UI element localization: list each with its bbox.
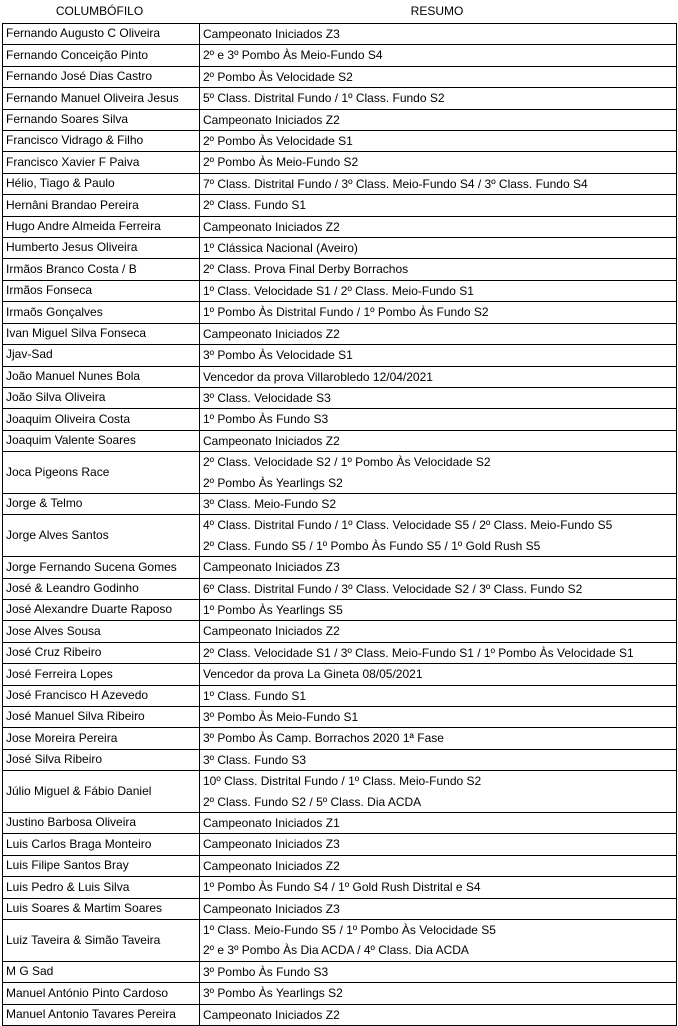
resumo-cell: [200, 771, 677, 813]
columbofilo-cell: João Manuel Nunes Bola: [3, 366, 200, 387]
columbofilo-cell: José Alexandre Duarte Raposo: [3, 599, 200, 620]
resumo-line: 3º Class. Fundo S3: [203, 752, 307, 767]
resumo-cell: [200, 152, 677, 173]
table-row: [3, 366, 677, 387]
table-row: [3, 45, 677, 66]
table-row: [3, 515, 677, 557]
resumo-cell: [200, 323, 677, 344]
resumo-line: Campeonato Iniciados Z1: [203, 816, 340, 831]
table-row: [3, 24, 677, 45]
resumo-line: 2º Class. Velocidade S2 / 1º Pombo Às Velocidade S2: [203, 455, 491, 470]
columbofilo-cell: Fernando Augusto C Oliveira: [3, 24, 200, 45]
resumo-line: Campeonato Iniciados Z2: [203, 858, 340, 873]
columbofilo-cell: Luis Filipe Santos Bray: [3, 855, 200, 876]
columbofilo-cell: Jorge Alves Santos: [3, 515, 200, 557]
columbofilo-cell: Hugo Andre Almeida Ferreira: [3, 216, 200, 237]
columbofilo-cell: Jose Moreira Pereira: [3, 728, 200, 749]
resumo-line: 1º Class. Meio-Fundo S5 / 1º Pombo Às Velocidade S5: [203, 923, 496, 938]
resumo-cell: [200, 877, 677, 898]
table-row: [3, 834, 677, 855]
table-row: [3, 173, 677, 194]
columbofilo-cell: Joaquim Valente Soares: [3, 430, 200, 451]
table-row: [3, 323, 677, 344]
resumo-cell: [200, 578, 677, 599]
table-row: [3, 387, 677, 408]
resumo-line: Campeonato Iniciados Z3: [203, 27, 340, 41]
table-row: [3, 493, 677, 514]
resumo-cell: [200, 302, 677, 323]
resumo-cell: [200, 45, 677, 66]
resumo-cell: [200, 707, 677, 728]
table-row: [3, 621, 677, 642]
table-row: [3, 920, 677, 962]
resumo-line: 1º Pombo Às Distrital Fundo / 1º Pombo Às Fundo S2: [203, 305, 489, 320]
table-row: [3, 430, 677, 451]
columbofilo-cell: Hélio, Tiago & Paulo: [3, 173, 200, 194]
resumo-line: 1º Class. Fundo S1: [203, 688, 307, 703]
columbofilo-cell: Irmaõs Gonçalves: [3, 302, 200, 323]
resumo-line: 4º Class. Distrital Fundo / 1º Class. Velocidade S5 / 2º Class. Meio-Fundo S5: [203, 518, 613, 533]
results-sheet: [2, 2, 677, 1026]
columbofilo-cell: Fernando Manuel Oliveira Jesus: [3, 88, 200, 109]
resumo-cell: [200, 195, 677, 216]
table-row: [3, 707, 677, 728]
table-row: [3, 813, 677, 834]
table-row: [3, 877, 677, 898]
table-row: [3, 152, 677, 173]
resumo-cell: [200, 599, 677, 620]
resumo-line: 2º Pombo Às Meio-Fundo S2: [203, 155, 359, 170]
columbofilo-cell: José Cruz Ribeiro: [3, 642, 200, 663]
resumo-line: Campeonato Iniciados Z3: [203, 560, 340, 575]
resumo-cell: [200, 387, 677, 408]
table-row: [3, 409, 677, 430]
table-row: [3, 961, 677, 982]
resumo-cell: [200, 813, 677, 834]
resumo-line: 2º Class. Fundo S1: [203, 198, 307, 213]
resumo-cell: [200, 515, 677, 557]
columbofilo-cell: Irmãos Branco Costa / B: [3, 259, 200, 280]
resumo-cell: [200, 1004, 677, 1025]
resumo-cell: [200, 409, 677, 430]
table-header: [2, 2, 677, 23]
resumo-cell: [200, 749, 677, 770]
columbofilo-cell: José & Leandro Godinho: [3, 578, 200, 599]
resumo-cell: [200, 728, 677, 749]
columbofilo-cell: José Francisco H Azevedo: [3, 685, 200, 706]
resumo-line: 1º Class. Velocidade S1 / 2º Class. Meio-Fundo S1: [203, 283, 474, 298]
resumo-line: 2º Class. Velocidade S1 / 3º Class. Meio-Fundo S1 / 1º Pombo Às Velocidade S1: [203, 645, 634, 660]
resumo-line: 1º Pombo Às Yearlings S5: [203, 602, 343, 617]
resumo-cell: [200, 664, 677, 685]
resumo-line: Campeonato Iniciados Z2: [203, 112, 340, 127]
resumo-line: 2º e 3º Pombo Às Dia ACDA / 4º Class. Dia ACDA: [203, 943, 469, 958]
resumo-line: 3º Pombo Às Yearlings S2: [203, 986, 343, 1001]
resumo-line: 3º Pombo Às Meio-Fundo S1: [203, 710, 359, 724]
columbofilo-cell: Luis Pedro & Luis Silva: [3, 877, 200, 898]
results-table: [2, 23, 677, 1026]
resumo-line: Vencedor da prova Villarobledo 12/04/2021: [203, 369, 433, 384]
columbofilo-cell: Manuel Antonio Tavares Pereira: [3, 1004, 200, 1025]
resumo-line: 6º Class. Distrital Fundo / 3º Class. Velocidade S2 / 3º Class. Fundo S2: [203, 581, 583, 596]
table-row: [3, 898, 677, 919]
resumo-cell: [200, 66, 677, 87]
resumo-cell: [200, 173, 677, 194]
columbofilo-cell: João Silva Oliveira: [3, 387, 200, 408]
resumo-cell: [200, 109, 677, 130]
resumo-line: 2º Class. Fundo S5 / 1º Pombo Às Fundo S5 / 1º Gold Rush S5: [203, 538, 541, 553]
columbofilo-cell: Joaquim Oliveira Costa: [3, 409, 200, 430]
columbofilo-cell: Justino Barbosa Oliveira: [3, 813, 200, 834]
table-row: [3, 771, 677, 813]
results-table-body: [3, 24, 677, 1026]
table-row: [3, 642, 677, 663]
resumo-cell: [200, 898, 677, 919]
resumo-line: 2º Class. Fundo S2 / 5º Class. Dia ACDA: [203, 794, 422, 809]
resumo-line: 10º Class. Distrital Fundo / 1º Class. Meio-Fundo S2: [203, 774, 482, 789]
columbofilo-cell: Fernando Soares Silva: [3, 109, 200, 130]
resumo-line: Campeonato Iniciados Z3: [203, 837, 340, 852]
columbofilo-cell: M G Sad: [3, 961, 200, 982]
table-row: [3, 109, 677, 130]
resumo-line: 1º Clássica Nacional (Aveiro): [203, 241, 358, 256]
resumo-line: 3º Class. Velocidade S3: [203, 390, 331, 405]
columbofilo-cell: Luis Soares & Martim Soares: [3, 898, 200, 919]
resumo-line: Campeonato Iniciados Z2: [203, 433, 340, 448]
table-row: [3, 749, 677, 770]
table-row: [3, 1004, 677, 1025]
resumo-line: Campeonato Iniciados Z2: [203, 326, 340, 341]
table-row: [3, 195, 677, 216]
resumo-cell: [200, 131, 677, 152]
columbofilo-cell: Francisco Vidrago & Filho: [3, 131, 200, 152]
resumo-line: Campeonato Iniciados Z2: [203, 1007, 340, 1022]
resumo-line: Campeonato Iniciados Z3: [203, 901, 340, 916]
resumo-cell: [200, 216, 677, 237]
resumo-line: 7º Class. Distrital Fundo / 3º Class. Meio-Fundo S4 / 3º Class. Fundo S4: [203, 176, 588, 191]
header-resumo: RESUMO: [410, 4, 464, 18]
resumo-cell: [200, 961, 677, 982]
header-columbofilo: COLUMBÓFILO: [55, 4, 144, 18]
resumo-line: Campeonato Iniciados Z2: [203, 624, 340, 639]
resumo-line: 3º Pombo Às Camp. Borrachos 2020 1ª Fase: [203, 731, 444, 746]
resumo-cell: [200, 452, 677, 494]
table-row: [3, 557, 677, 578]
resumo-line: 2º Pombo Às Velocidade S2: [203, 69, 353, 84]
columbofilo-cell: Francisco Xavier F Paiva: [3, 152, 200, 173]
resumo-cell: [200, 642, 677, 663]
table-row: [3, 88, 677, 109]
resumo-cell: [200, 88, 677, 109]
resumo-line: 3º Pombo Às Fundo S3: [203, 964, 329, 979]
table-row: [3, 238, 677, 259]
columbofilo-cell: Luis Carlos Braga Monteiro: [3, 834, 200, 855]
table-row: [3, 983, 677, 1004]
resumo-line: 2º Pombo Às Yearlings S2: [203, 475, 343, 490]
columbofilo-cell: Fernando Conceição Pinto: [3, 45, 200, 66]
table-row: [3, 216, 677, 237]
table-row: [3, 131, 677, 152]
resumo-line: Campeonato Iniciados Z2: [203, 219, 340, 234]
resumo-cell: [200, 430, 677, 451]
resumo-cell: [200, 280, 677, 301]
columbofilo-cell: Ivan Miguel Silva Fonseca: [3, 323, 200, 344]
resumo-cell: [200, 238, 677, 259]
columbofilo-cell: Jorge Fernando Sucena Gomes: [3, 557, 200, 578]
table-row: [3, 685, 677, 706]
columbofilo-cell: José Ferreira Lopes: [3, 664, 200, 685]
table-row: [3, 728, 677, 749]
resumo-cell: [200, 24, 677, 45]
columbofilo-cell: Humberto Jesus Oliveira: [3, 238, 200, 259]
table-row: [3, 664, 677, 685]
resumo-line: 1º Pombo Às Fundo S4 / 1º Gold Rush Distrital e S4: [203, 880, 481, 895]
resumo-line: 3º Class. Meio-Fundo S2: [203, 496, 337, 511]
resumo-cell: [200, 345, 677, 366]
columbofilo-cell: Fernando José Dias Castro: [3, 66, 200, 87]
resumo-cell: [200, 855, 677, 876]
table-row: [3, 259, 677, 280]
columbofilo-cell: Hernâni Brandao Pereira: [3, 195, 200, 216]
resumo-line: 3º Pombo Às Velocidade S1: [203, 348, 353, 363]
resumo-line: Vencedor da prova La Gineta 08/05/2021: [203, 667, 423, 682]
resumo-cell: [200, 557, 677, 578]
columbofilo-cell: Joca Pigeons Race: [3, 452, 200, 494]
table-row: [3, 302, 677, 323]
resumo-line: 2º e 3º Pombo Às Meio-Fundo S4: [203, 48, 383, 63]
columbofilo-cell: Irmãos Fonseca: [3, 280, 200, 301]
columbofilo-cell: Júlio Miguel & Fábio Daniel: [3, 771, 200, 813]
resumo-cell: [200, 685, 677, 706]
columbofilo-cell: Manuel António Pinto Cardoso: [3, 983, 200, 1004]
table-row: [3, 345, 677, 366]
columbofilo-cell: José Silva Ribeiro: [3, 749, 200, 770]
table-row: [3, 280, 677, 301]
resumo-cell: [200, 920, 677, 962]
columbofilo-cell: Luiz Taveira & Simão Taveira: [3, 920, 200, 962]
columbofilo-cell: Jorge & Telmo: [3, 493, 200, 514]
resumo-line: 5º Class. Distrital Fundo / 1º Class. Fundo S2: [203, 91, 445, 106]
table-row: [3, 855, 677, 876]
table-row: [3, 66, 677, 87]
resumo-cell: [200, 259, 677, 280]
resumo-cell: [200, 493, 677, 514]
resumo-cell: [200, 366, 677, 387]
columbofilo-cell: Jose Alves Sousa: [3, 621, 200, 642]
resumo-line: 2º Pombo Às Velocidade S1: [203, 134, 353, 149]
table-row: [3, 578, 677, 599]
resumo-cell: [200, 834, 677, 855]
resumo-line: 1º Pombo Às Fundo S3: [203, 412, 329, 427]
columbofilo-cell: Jjav-Sad: [3, 345, 200, 366]
resumo-cell: [200, 621, 677, 642]
resumo-line: 2º Class. Prova Final Derby Borrachos: [203, 262, 409, 277]
columbofilo-cell: José Manuel Silva Ribeiro: [3, 707, 200, 728]
resumo-cell: [200, 983, 677, 1004]
table-row: [3, 452, 677, 494]
table-row: [3, 599, 677, 620]
